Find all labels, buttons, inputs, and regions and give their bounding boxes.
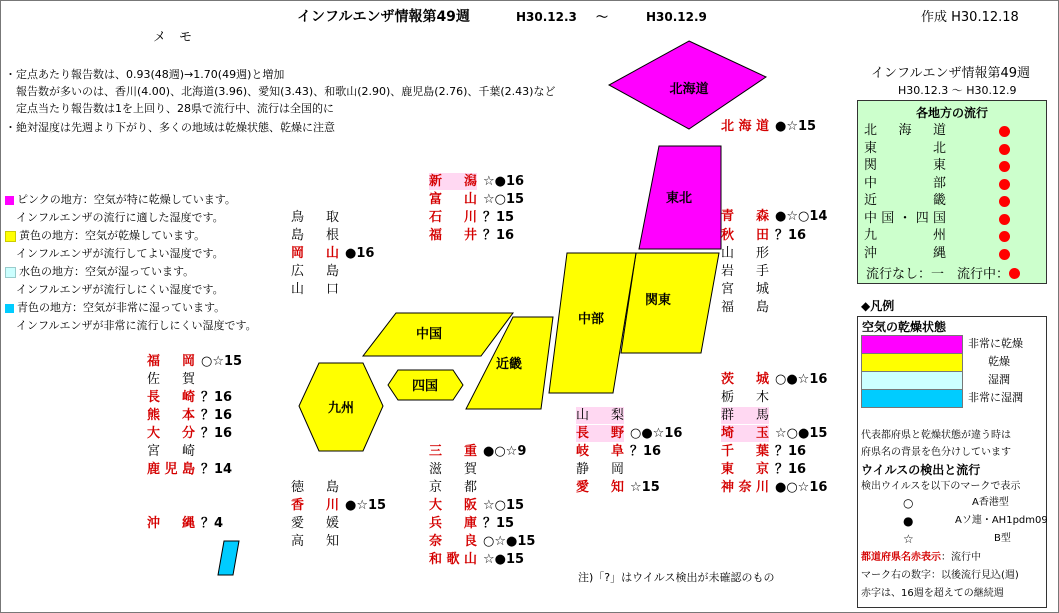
active-dot-icon	[999, 249, 1010, 260]
prefecture-nara	[429, 533, 535, 550]
prefecture-name: 和歌山	[429, 552, 477, 567]
prefecture-name: 佐 賀	[147, 372, 195, 387]
prefecture-name: 香 川	[291, 498, 339, 513]
map-label-kinki: 近畿	[495, 357, 523, 372]
prefecture-akita	[721, 227, 806, 244]
date-to: H30.12.9	[646, 10, 707, 24]
red-number-note: 赤字は、16週を超えての継続週	[861, 588, 1004, 599]
prefecture-mark: ？14	[201, 462, 233, 477]
active-dot-icon	[999, 126, 1010, 137]
prefecture-name: 山 形	[721, 246, 769, 261]
prefecture-mark: ？16	[775, 462, 807, 477]
map-label-hokkaido: 北海道	[669, 82, 709, 97]
map-label-chugoku: 中国	[415, 327, 443, 342]
prefecture-mark: ●○☆9	[483, 444, 527, 459]
region-name: 中 部	[864, 175, 946, 191]
prefecture-mark: ●○☆16	[775, 480, 828, 495]
prefecture-mark: ●☆○14	[775, 209, 828, 224]
prefecture-name: 兵 庫	[429, 516, 477, 531]
region-name: 近 畿	[864, 193, 946, 208]
prefecture-name: 福 岡	[147, 354, 195, 369]
prefecture-gunma	[721, 407, 775, 424]
humidity-note-text: インフルエンザが流行してよい湿度です。	[5, 247, 224, 260]
prefecture-tokyo	[721, 461, 806, 478]
prefecture-mark: ☆15	[630, 480, 660, 495]
prefecture-mark: ☆○15	[483, 192, 525, 207]
prefecture-name: 広 島	[291, 264, 339, 279]
prefecture-tochigi	[721, 389, 775, 406]
prefecture-saga	[147, 371, 201, 388]
prefecture-name: 愛 知	[576, 480, 624, 495]
prefecture-name: 鳥 取	[291, 210, 339, 225]
region-name: 関 東	[864, 158, 946, 173]
swatch-label: 湿潤	[988, 373, 1010, 386]
prefecture-mark: ●☆15	[345, 498, 387, 513]
prefecture-name: 群 馬	[721, 408, 769, 423]
humidity-note-blue: 青色の地方：空気が非常に湿っています。	[5, 302, 225, 313]
humidity-note-text: インフルエンザが流行しにくい湿度です。	[5, 283, 224, 296]
active-dot-icon	[999, 179, 1010, 190]
prefecture-name: 岐 阜	[576, 444, 624, 459]
prefecture-okinawa	[147, 515, 223, 532]
prefecture-name: 大 分	[147, 426, 195, 441]
red-name-note: 都道府県名赤表示：流行中	[861, 552, 981, 563]
prefecture-name: 静 岡	[576, 462, 624, 477]
prefecture-mark: ？15	[483, 210, 515, 225]
virus-label: Aソ連・AH1pdm09	[955, 515, 1048, 526]
prefecture-name: 三 重	[429, 444, 477, 459]
prefecture-name: 岡 山	[291, 246, 339, 261]
prefecture-name: 石 川	[429, 210, 477, 225]
prefecture-name: 北海道	[721, 119, 769, 134]
active-dot-icon	[999, 144, 1010, 155]
prefecture-yamanashi	[576, 407, 630, 424]
prefecture-wakayama	[429, 551, 524, 568]
swatch-humid	[861, 371, 963, 390]
prefecture-mark: ？16	[483, 228, 515, 243]
prefecture-shizuoka	[576, 461, 630, 478]
number-note: マーク右の数字：以後流行見込(週)	[861, 570, 1019, 581]
prefecture-yamagata	[721, 245, 775, 262]
regional-status-panel	[857, 100, 1047, 284]
region-name: 東 北	[864, 140, 946, 156]
status-legend: 流行なし：一 流行中：	[866, 263, 1020, 282]
prefecture-name: 宮 城	[721, 282, 769, 297]
prefecture-name: 秋 田	[721, 228, 769, 243]
prefecture-mark: ●16	[345, 246, 375, 261]
legend-title: ◆凡例	[861, 299, 895, 313]
prefecture-mark: ☆●15	[483, 552, 525, 567]
prefecture-mark: ☆○●15	[775, 426, 828, 441]
memo-line: 定点当たり報告数は1を上回り、28県で流行中、流行は全国的に	[5, 102, 334, 115]
prefecture-hiroshima	[291, 263, 345, 280]
prefecture-name: 奈 良	[429, 534, 477, 549]
prefecture-mark: ●☆15	[775, 119, 817, 134]
prefecture-mie	[429, 443, 526, 460]
prefecture-gifu	[576, 443, 661, 460]
prefecture-name: 宮 崎	[147, 444, 195, 459]
prefecture-saitama	[721, 425, 827, 442]
prefecture-name: 山 梨	[576, 408, 624, 423]
prefecture-fukui	[429, 227, 514, 244]
swatch-dry	[861, 353, 963, 372]
active-dot-icon	[999, 214, 1010, 225]
prefecture-toyama	[429, 191, 524, 208]
map-label-kyushu: 九州	[327, 401, 355, 416]
region-name: 中国・四国	[864, 210, 946, 226]
prefecture-mark: ☆○15	[483, 498, 525, 513]
prefecture-miyagi	[721, 281, 775, 298]
prefecture-mark: ？15	[483, 516, 515, 531]
prefecture-shiga	[429, 461, 483, 478]
prefecture-mark: ？16	[201, 390, 233, 405]
swatch-label: 乾燥	[988, 355, 1010, 368]
swatch-very-dry	[861, 335, 963, 354]
prefecture-name: 山 口	[291, 282, 339, 297]
prefecture-name: 高 知	[291, 534, 339, 549]
prefecture-kanagawa	[721, 479, 827, 496]
prefecture-oita	[147, 425, 232, 442]
active-dot-icon	[999, 231, 1010, 242]
map-label-tohoku: 東北	[665, 191, 693, 206]
footnote: 注)「?」はウイルス検出が未確認のもの	[578, 571, 775, 584]
prefecture-miyazaki	[147, 443, 201, 460]
prefecture-name: 福 島	[721, 300, 769, 315]
active-dot-icon	[999, 161, 1010, 172]
prefecture-mark: ？16	[630, 444, 662, 459]
prefecture-mark: ○☆●15	[483, 534, 536, 549]
prefecture-nagano	[576, 425, 682, 442]
prefecture-name: 新 潟	[429, 174, 477, 189]
virus-mark-open-circle: ○	[903, 496, 914, 510]
prefecture-mark: ？16	[201, 426, 233, 441]
prefecture-hyogo	[429, 515, 514, 532]
prefecture-osaka	[429, 497, 524, 514]
map-label-shikoku: 四国	[411, 379, 439, 394]
prefecture-ehime	[291, 515, 345, 532]
humidity-note-text: インフルエンザの流行に適した湿度です。	[5, 211, 224, 224]
legend-note: 府県名の背景を色分けしています	[861, 447, 1011, 458]
swatch-label: 非常に乾燥	[968, 337, 1023, 350]
region-status-row	[864, 244, 1042, 264]
prefecture-name: 岩 手	[721, 264, 769, 279]
prefecture-kagawa	[291, 497, 386, 514]
prefecture-mark: ？16	[775, 444, 807, 459]
prefecture-name: 鹿児島	[147, 462, 195, 477]
prefecture-chiba	[721, 443, 806, 460]
prefecture-mark: ○●☆16	[630, 426, 683, 441]
prefecture-mark: ○●☆16	[775, 372, 828, 387]
date-tilde: ～	[596, 10, 609, 24]
virus-mark-filled-circle: ●	[903, 514, 914, 528]
prefecture-name: 東 京	[721, 462, 769, 477]
prefecture-tokushima	[291, 479, 345, 496]
region-name: 九 州	[864, 228, 946, 243]
prefecture-aichi	[576, 479, 660, 496]
prefecture-name: 大 阪	[429, 498, 477, 513]
prefecture-aomori	[721, 208, 827, 225]
prefecture-name: 栃 木	[721, 390, 769, 405]
prefecture-nagasaki	[147, 389, 232, 406]
prefecture-name: 熊 本	[147, 408, 195, 423]
map-region-okinawa	[218, 541, 239, 575]
prefecture-mark: ☆●16	[483, 174, 525, 189]
virus-label: A香港型	[972, 497, 1009, 508]
prefecture-mark: ？4	[201, 516, 224, 531]
prefecture-yamaguchi	[291, 281, 345, 298]
prefecture-okayama	[291, 245, 374, 262]
prefecture-niigata	[429, 173, 524, 190]
prefecture-kochi	[291, 533, 345, 550]
prefecture-name: 長 崎	[147, 390, 195, 405]
virus-mark-star: ☆	[903, 532, 914, 546]
prefecture-name: 滋 賀	[429, 462, 477, 477]
virus-header: ウイルスの検出と流行	[861, 463, 981, 477]
prefecture-kumamoto	[147, 407, 232, 424]
region-name: 沖 縄	[864, 245, 946, 261]
memo-line: 報告数が多いのは、香川(4.00)、北海道(3.96)、愛知(3.43)、和歌山(2.90)、鹿児島(2.76)、千葉(2.43)など	[5, 85, 556, 98]
prefecture-name: 島 根	[291, 228, 339, 243]
date-from: H30.12.3	[516, 10, 577, 24]
prefecture-kagoshima	[147, 461, 232, 478]
prefecture-kyoto	[429, 479, 483, 496]
prefecture-name: 福 井	[429, 228, 477, 243]
active-dot-icon	[999, 196, 1010, 207]
map-label-chubu: 中部	[577, 312, 605, 327]
active-dot-icon	[1009, 268, 1020, 279]
summary-title: インフルエンザ情報第49週	[871, 66, 1031, 81]
legend-panel	[857, 316, 1047, 608]
prefecture-hokkaido	[721, 118, 816, 135]
humidity-note-yellow: 黄色の地方：空気が乾燥しています。	[5, 230, 205, 242]
prefecture-name: 沖 縄	[147, 516, 195, 531]
swatch-very-humid	[861, 389, 963, 408]
prefecture-name: 長 野	[576, 426, 624, 441]
summary-dates: H30.12.3 ～ H30.12.9	[898, 84, 1017, 97]
prefecture-tottori	[291, 209, 345, 226]
summary-header: 各地方の流行	[915, 106, 988, 120]
prefecture-name: 徳 島	[291, 480, 339, 495]
region-name: 北 海 道	[864, 123, 946, 138]
prefecture-name: 茨 城	[721, 372, 769, 387]
swatch-label: 非常に湿潤	[968, 391, 1023, 404]
created-date: 作成 H30.12.18	[921, 10, 1019, 25]
virus-label: B型	[994, 533, 1011, 544]
map-label-kanto: 関東	[644, 293, 672, 308]
humidity-note-lightblue: 水色の地方：空気が湿っています。	[5, 266, 194, 278]
report-title: インフルエンザ情報第49週	[297, 9, 470, 25]
prefecture-mark: ○☆15	[201, 354, 243, 369]
humidity-note-text: インフルエンザが非常に流行しにくい湿度です。	[5, 319, 257, 332]
prefecture-ibaraki	[721, 371, 827, 388]
legend-note: 代表都府県と乾燥状態が違う時は	[861, 430, 1011, 441]
prefecture-fukushima	[721, 299, 775, 316]
prefecture-mark: ？16	[201, 408, 233, 423]
dryness-header: 空気の乾燥状態	[862, 320, 947, 334]
memo-line: ・定点あたり報告数は、0.93(48週)→1.70(49週)と増加	[5, 68, 285, 81]
prefecture-name: 京 都	[429, 480, 477, 495]
prefecture-fukuoka	[147, 353, 242, 370]
prefecture-name: 千 葉	[721, 444, 769, 459]
memo-line: ・絶対湿度は先週より下がり、多くの地域は乾燥状態、乾燥に注意	[5, 121, 335, 134]
prefecture-mark: ？16	[775, 228, 807, 243]
prefecture-name: 富 山	[429, 192, 477, 207]
humidity-note-pink: ピンクの地方：空気が特に乾燥しています。	[5, 194, 236, 205]
prefecture-name: 埼 玉	[721, 426, 769, 441]
prefecture-iwate	[721, 263, 775, 280]
prefecture-name: 神奈川	[721, 480, 769, 495]
prefecture-ishikawa	[429, 209, 514, 226]
virus-desc: 検出ウイルスを以下のマークで表示	[861, 481, 1021, 492]
memo-heading: メ モ	[153, 30, 193, 45]
prefecture-name: 青 森	[721, 209, 769, 224]
prefecture-shimane	[291, 227, 345, 244]
prefecture-name: 愛 媛	[291, 516, 339, 531]
